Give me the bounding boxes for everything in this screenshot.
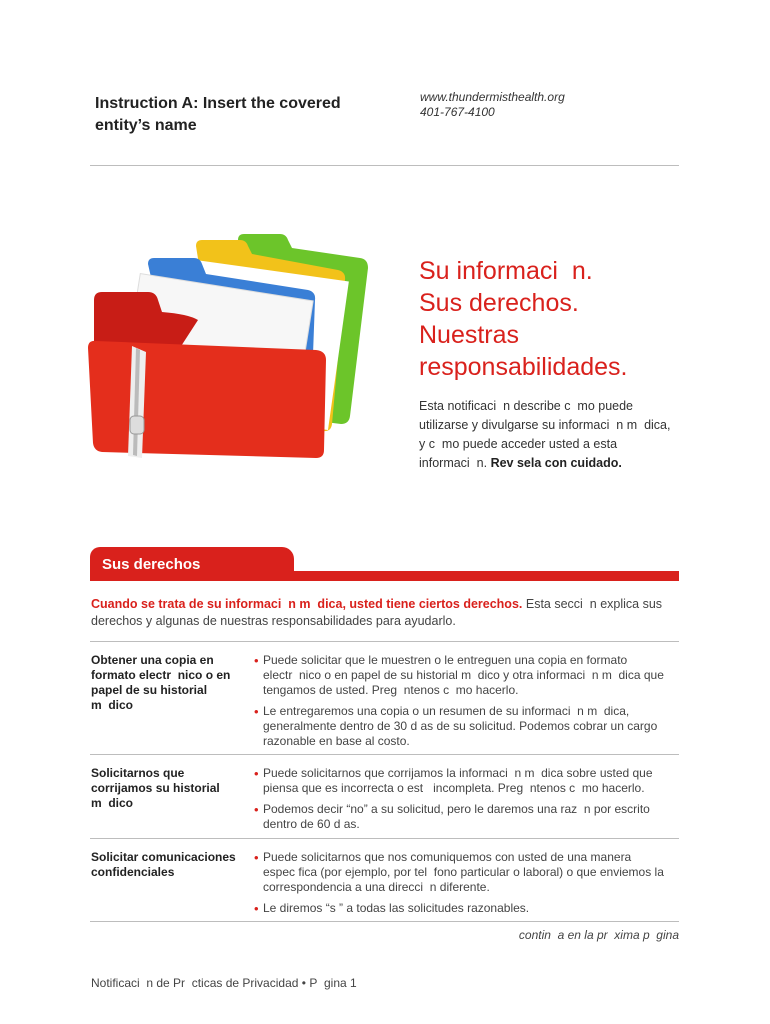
right-label: Solicitarnos que corrijamos su historial m dico: [91, 766, 220, 810]
divider: [90, 165, 679, 166]
bullet-icon: •: [254, 901, 259, 916]
right-bullets: [254, 653, 679, 755]
bullet-icon: •: [254, 704, 259, 719]
footer-separator: •: [301, 976, 306, 990]
continued-note: contin a en la pr xima p gina: [518, 928, 679, 942]
bullet-text: Podemos decir “no” a su solicitud, pero le daremos una raz n por escrito dentro de 60 d as.: [263, 802, 650, 831]
bullet-text: Puede solicitarnos que nos comuniquemos con usted de una manera espec fica (por ejemplo, por tel fono particular o laboral) o que enviemos la correspondencia a una direcci n diferente.: [263, 850, 664, 894]
divider: [90, 754, 679, 755]
lead-text: Esta secci n explica sus derechos y algunas de nuestras responsabilidades para ayudarlo.: [91, 597, 663, 628]
headline-line: responsabilidades.: [419, 353, 628, 381]
red-folder-front: [88, 341, 326, 458]
instruction-text: Instruction A: Insert the covered entity’s name: [95, 95, 341, 134]
intro-text: Esta notificaci n describe c mo puede utilizarse y divulgarse su informaci n m dica, y c mo puede acceder usted a esta informaci n.: [419, 399, 671, 470]
right-label: Obtener una copia en formato electr nico o en papel de su historial m dico: [91, 653, 231, 712]
intro-emphasis: Rev sela con cuidado.: [490, 456, 622, 470]
website-link[interactable]: www.thundermisthealth.org: [420, 90, 565, 104]
footer-page-number: P gina 1: [309, 976, 357, 990]
bullet-icon: •: [254, 802, 259, 817]
divider: [90, 641, 679, 642]
hero-headline: [419, 255, 679, 383]
headline-line: Nuestras: [419, 321, 520, 349]
bullet-icon: •: [254, 850, 259, 865]
page-footer: [91, 976, 357, 990]
headline-line: Su informaci n.: [419, 257, 593, 285]
lead-emphasis: Cuando se trata de su informaci n m dica, usted tiene ciertos derechos.: [91, 597, 523, 611]
folders-illustration: [88, 228, 418, 458]
right-label: Solicitar comunicaciones confidenciales: [91, 850, 236, 879]
section-lead: [91, 596, 681, 630]
bullet-icon: •: [254, 766, 259, 781]
bullet-text: Le diremos “s ” a todas las solicitudes razonables.: [263, 901, 530, 915]
phone-number: 401-767-4100: [420, 105, 495, 119]
footer-doc-title: Notificaci n de Pr cticas de Privacidad: [91, 976, 299, 990]
right-bullets: [254, 766, 679, 838]
bullet-item: [254, 850, 679, 895]
right-bullets: [254, 850, 679, 922]
bullet-text: Puede solicitarnos que corrijamos la informaci n m dica sobre usted que piensa que es incorrecta o est incompleta. Preg ntenos c mo hacerlo.: [263, 766, 653, 795]
bullet-item: [254, 653, 679, 698]
divider: [90, 838, 679, 839]
bullet-item: [254, 802, 679, 832]
contact-block: [420, 90, 565, 120]
divider: [90, 921, 679, 922]
section-title: Sus derechos: [102, 556, 201, 573]
bullet-item: [254, 766, 679, 796]
bullet-item: [254, 901, 679, 916]
bullet-icon: •: [254, 653, 259, 668]
intro-paragraph: [419, 397, 679, 473]
bullet-item: [254, 704, 679, 749]
bullet-text: Le entregaremos una copia o un resumen de su informaci n m dica, generalmente dentro de 30 d as de su solicitud. Podemos cobrar un cargo razonable en base al costo.: [263, 704, 658, 748]
headline-line: Sus derechos.: [419, 289, 579, 317]
bullet-text: Puede solicitar que le muestren o le entreguen una copia en formato electr nico o en papel de su historial m dico y otra informaci n m dica que tengamos de usted. Preg ntenos c mo hacerlo.: [263, 653, 664, 697]
